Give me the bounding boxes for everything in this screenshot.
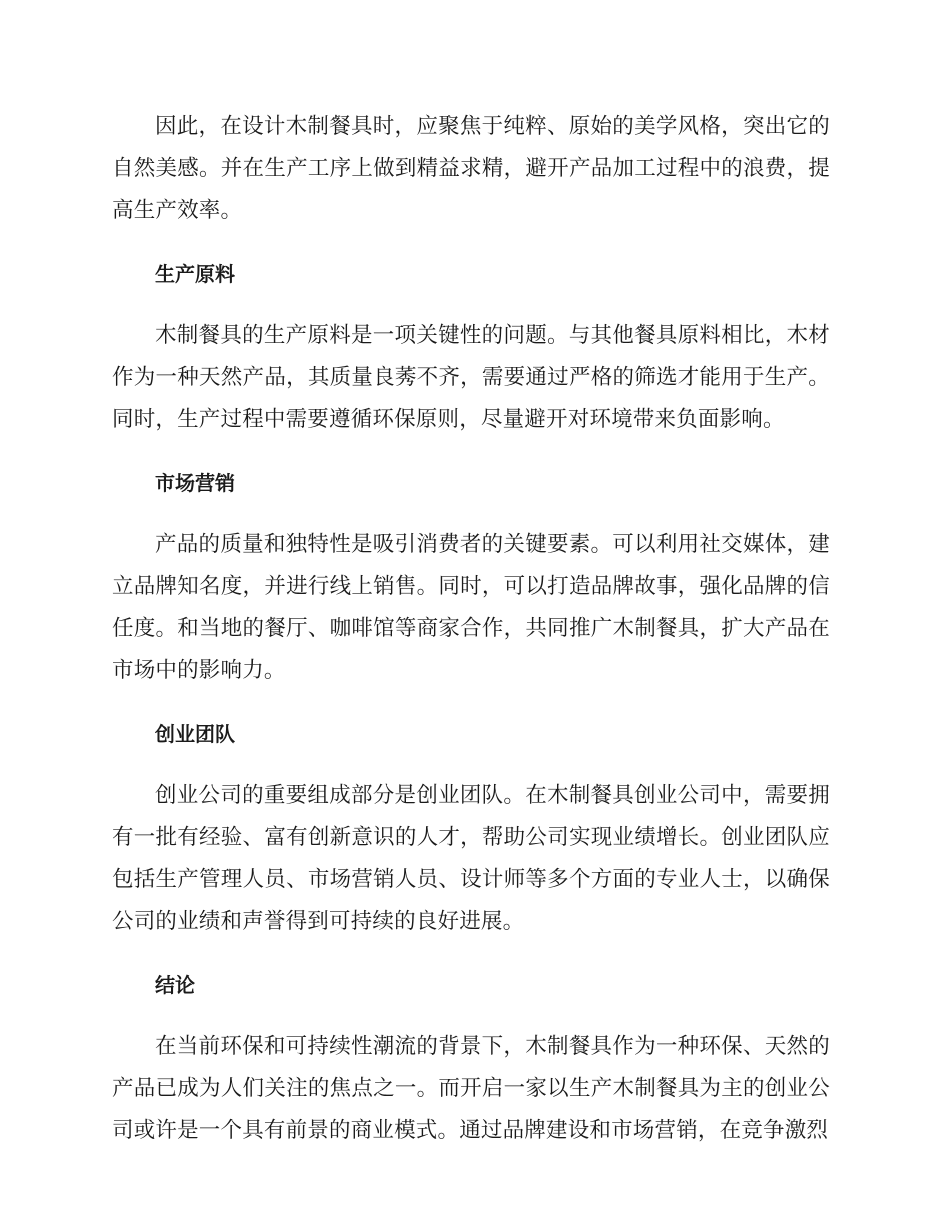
raw-materials-paragraph: 木制餐具的生产原料是一项关键性的问题。与其他餐具原料相比，木材作为一种天然产品，其质量良莠不齐，需要通过严格的筛选才能用于生产。同时，生产过程中需要遵循环保原则，尽量避开对环境带来负面影响。: [112, 323, 830, 432]
section-heading-raw-materials: 生产原料: [155, 262, 235, 286]
section-heading-team: 创业团队: [155, 722, 235, 746]
team-paragraph: 创业公司的重要组成部分是创业团队。在木制餐具创业公司中，需要拥有一批有经验、富有创新意识的人才，帮助公司实现业绩增长。创业团队应包括生产管理人员、市场营销人员、设计师等多个方面的专业人士，以确保公司的业绩和声誉得到可持续的良好进展。: [112, 783, 830, 934]
document-page: [112, 106, 830, 1173]
section-heading-marketing: 市场营销: [155, 471, 235, 495]
conclusion-paragraph: 在当前环保和可持续性潮流的背景下，木制餐具作为一种环保、天然的产品已成为人们关注的焦点之一。而开启一家以生产木制餐具为主的创业公司或许是一个具有前景的商业模式。通过品牌建设和市场营销，在竞争激烈: [112, 1034, 830, 1143]
section-heading-conclusion: 结论: [155, 973, 195, 997]
intro-paragraph: 因此，在设计木制餐具时，应聚焦于纯粹、原始的美学风格，突出它的自然美感。并在生产工序上做到精益求精，避开产品加工过程中的浪费，提高生产效率。: [112, 114, 830, 223]
marketing-paragraph: 产品的质量和独特性是吸引消费者的关键要素。可以利用社交媒体，建立品牌知名度，并进行线上销售。同时，可以打造品牌故事，强化品牌的信任度。和当地的餐厅、咖啡馆等商家合作，共同推广木制餐具，扩大产品在市场中的影响力。: [112, 532, 830, 683]
